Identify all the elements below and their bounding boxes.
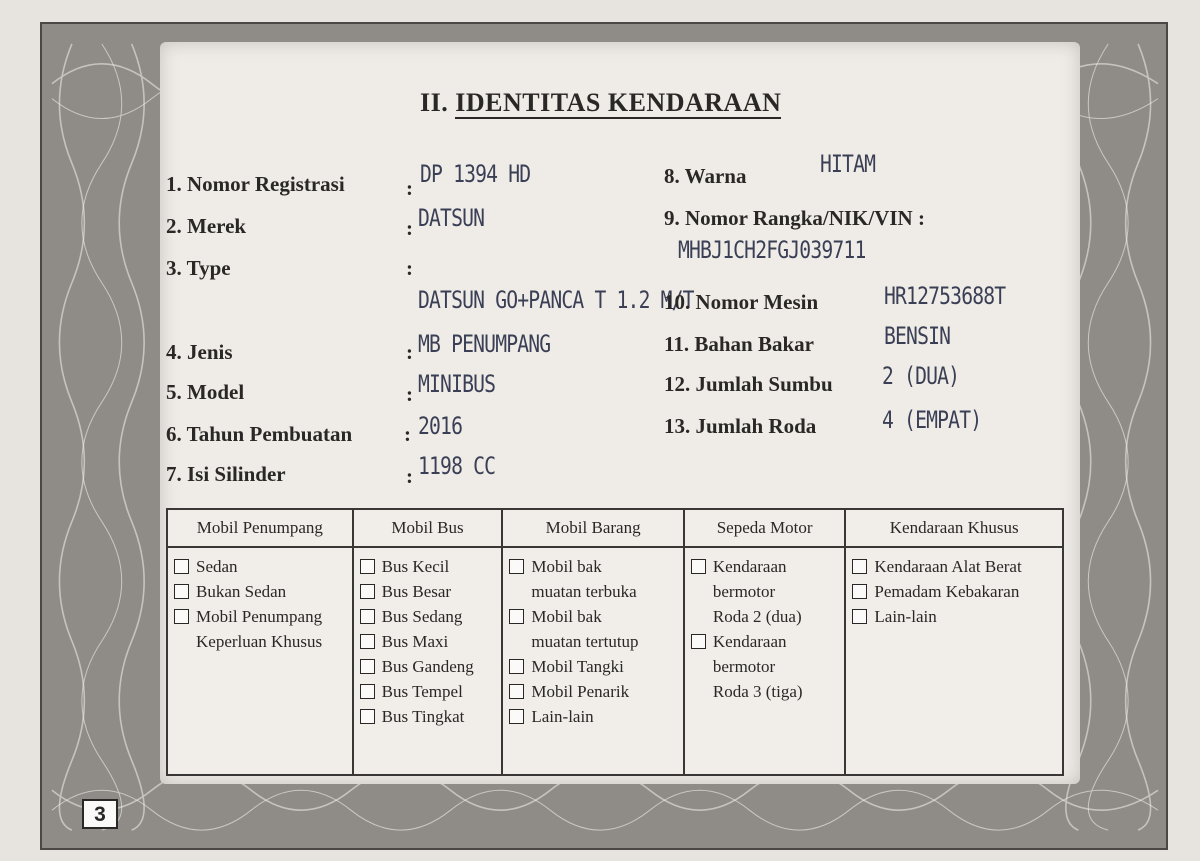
label-tahun-pembuatan: 6. Tahun Pembuatan xyxy=(166,422,353,446)
option-pemadam-kebakaran: Pemadam Kebakaran xyxy=(852,579,1058,604)
option-alat-berat: Kendaraan Alat Berat xyxy=(852,554,1058,579)
option-roda-3: Kendaraan xyxy=(691,629,841,654)
option-continuation: Roda 2 (dua) xyxy=(712,607,802,626)
page-number: 3 xyxy=(82,799,118,829)
option-bukan-sedan: Bukan Sedan xyxy=(174,579,348,604)
value-nomor-rangka: MHBJ1CH2FGJ039711 xyxy=(678,236,866,264)
checkbox-barang-lain-lain[interactable] xyxy=(509,709,524,724)
option-bus-tempel: Bus Tempel xyxy=(360,679,498,704)
value-nomor-registrasi: DP 1394 HD xyxy=(420,160,531,188)
label-bahan-bakar: 11. Bahan Bakar xyxy=(664,332,814,356)
colon: : xyxy=(406,256,413,280)
checkbox-bus-besar[interactable] xyxy=(360,584,375,599)
label-jumlah-roda: 13. Jumlah Roda xyxy=(664,414,817,438)
header-sepeda-motor: Sepeda Motor xyxy=(684,509,846,547)
option-continuation: Roda 3 (tiga) xyxy=(712,682,803,701)
option-bak-tertutup: Mobil bak xyxy=(509,604,679,629)
option-bus-gandeng: Bus Gandeng xyxy=(360,654,498,679)
colon: : xyxy=(404,422,411,446)
section-heading: IDENTITAS KENDARAAN xyxy=(455,88,782,117)
option-roda-2: Kendaraan xyxy=(691,554,841,579)
option-continuation: bermotor xyxy=(712,657,776,676)
label-jenis: 4. Jenis xyxy=(166,340,233,364)
checkbox-mobil-tangki[interactable] xyxy=(509,659,524,674)
label-type: 3. Type xyxy=(166,256,231,280)
label-warna: 8. Warna xyxy=(664,164,747,188)
label-isi-silinder: 7. Isi Silinder xyxy=(166,462,286,486)
checkbox-bak-tertutup[interactable] xyxy=(509,609,524,624)
option-khusus-lain-lain: Lain-lain xyxy=(852,604,1058,629)
checkbox-alat-berat[interactable] xyxy=(852,559,867,574)
option-sedan: Sedan xyxy=(174,554,348,579)
colon: : xyxy=(406,216,413,240)
header-mobil-bus: Mobil Bus xyxy=(353,509,503,547)
value-model: MINIBUS xyxy=(418,370,496,398)
colon: : xyxy=(406,382,413,406)
column-kendaraan-khusus xyxy=(845,547,1063,775)
label-merek: 2. Merek xyxy=(166,214,247,238)
header-mobil-barang: Mobil Barang xyxy=(502,509,684,547)
label-model: 5. Model xyxy=(166,380,245,404)
option-mobil-tangki: Mobil Tangki xyxy=(509,654,679,679)
checkbox-khusus-lain-lain[interactable] xyxy=(852,609,867,624)
option-barang-lain-lain: Lain-lain xyxy=(509,704,679,729)
checkbox-mobil-penarik[interactable] xyxy=(509,684,524,699)
option-mobil-penumpang-khusus: Mobil Penumpang xyxy=(174,604,348,629)
value-jumlah-roda: 4 (EMPAT) xyxy=(882,406,982,434)
colon: : xyxy=(406,176,413,200)
value-type: DATSUN GO+PANCA T 1.2 M/T xyxy=(418,286,694,314)
checkbox-bukan-sedan[interactable] xyxy=(174,584,189,599)
header-mobil-penumpang: Mobil Penumpang xyxy=(167,509,353,547)
checkbox-roda-3[interactable] xyxy=(691,634,706,649)
value-jumlah-sumbu: 2 (DUA) xyxy=(882,362,960,390)
option-continuation: Keperluan Khusus xyxy=(196,632,323,651)
header-kendaraan-khusus: Kendaraan Khusus xyxy=(845,509,1063,547)
value-merek: DATSUN xyxy=(418,204,485,232)
value-nomor-mesin: HR12753688T xyxy=(884,282,1006,310)
option-mobil-penarik: Mobil Penarik xyxy=(509,679,679,704)
checkbox-bus-tempel[interactable] xyxy=(360,684,375,699)
column-mobil-bus xyxy=(353,547,503,775)
column-mobil-barang xyxy=(502,547,684,775)
option-continuation: muatan tertutup xyxy=(531,632,639,651)
value-isi-silinder: 1198 CC xyxy=(418,452,496,480)
checkbox-pemadam-kebakaran[interactable] xyxy=(852,584,867,599)
checkbox-bus-tingkat[interactable] xyxy=(360,709,375,724)
checkbox-sedan[interactable] xyxy=(174,559,189,574)
value-jenis: MB PENUMPANG xyxy=(418,330,551,358)
column-sepeda-motor xyxy=(684,547,846,775)
section-title xyxy=(420,88,781,118)
option-bus-kecil: Bus Kecil xyxy=(360,554,498,579)
option-bus-tingkat: Bus Tingkat xyxy=(360,704,498,729)
value-warna: HITAM xyxy=(820,150,876,178)
colon: : xyxy=(406,340,413,364)
section-number: II. xyxy=(420,88,449,117)
label-nomor-rangka: 9. Nomor Rangka/NIK/VIN : xyxy=(664,206,925,230)
option-bak-terbuka: Mobil bak xyxy=(509,554,679,579)
value-bahan-bakar: BENSIN xyxy=(884,322,951,350)
option-bus-maxi: Bus Maxi xyxy=(360,629,498,654)
label-nomor-registrasi: 1. Nomor Registrasi xyxy=(166,172,345,196)
checkbox-mobil-penumpang-khusus[interactable] xyxy=(174,609,189,624)
option-bus-besar: Bus Besar xyxy=(360,579,498,604)
checkbox-bus-gandeng[interactable] xyxy=(360,659,375,674)
option-bus-sedang: Bus Sedang xyxy=(360,604,498,629)
label-jumlah-sumbu: 12. Jumlah Sumbu xyxy=(664,372,833,396)
checkbox-bus-sedang[interactable] xyxy=(360,609,375,624)
checkbox-bus-kecil[interactable] xyxy=(360,559,375,574)
checkbox-bus-maxi[interactable] xyxy=(360,634,375,649)
checkbox-roda-2[interactable] xyxy=(691,559,706,574)
option-continuation: muatan terbuka xyxy=(531,582,637,601)
value-tahun-pembuatan: 2016 xyxy=(418,412,463,440)
column-mobil-penumpang xyxy=(167,547,353,775)
option-continuation: bermotor xyxy=(712,582,776,601)
label-nomor-mesin: 10. Nomor Mesin xyxy=(664,290,819,314)
vehicle-category-table xyxy=(166,508,1064,776)
checkbox-bak-terbuka[interactable] xyxy=(509,559,524,574)
colon: : xyxy=(406,464,413,488)
